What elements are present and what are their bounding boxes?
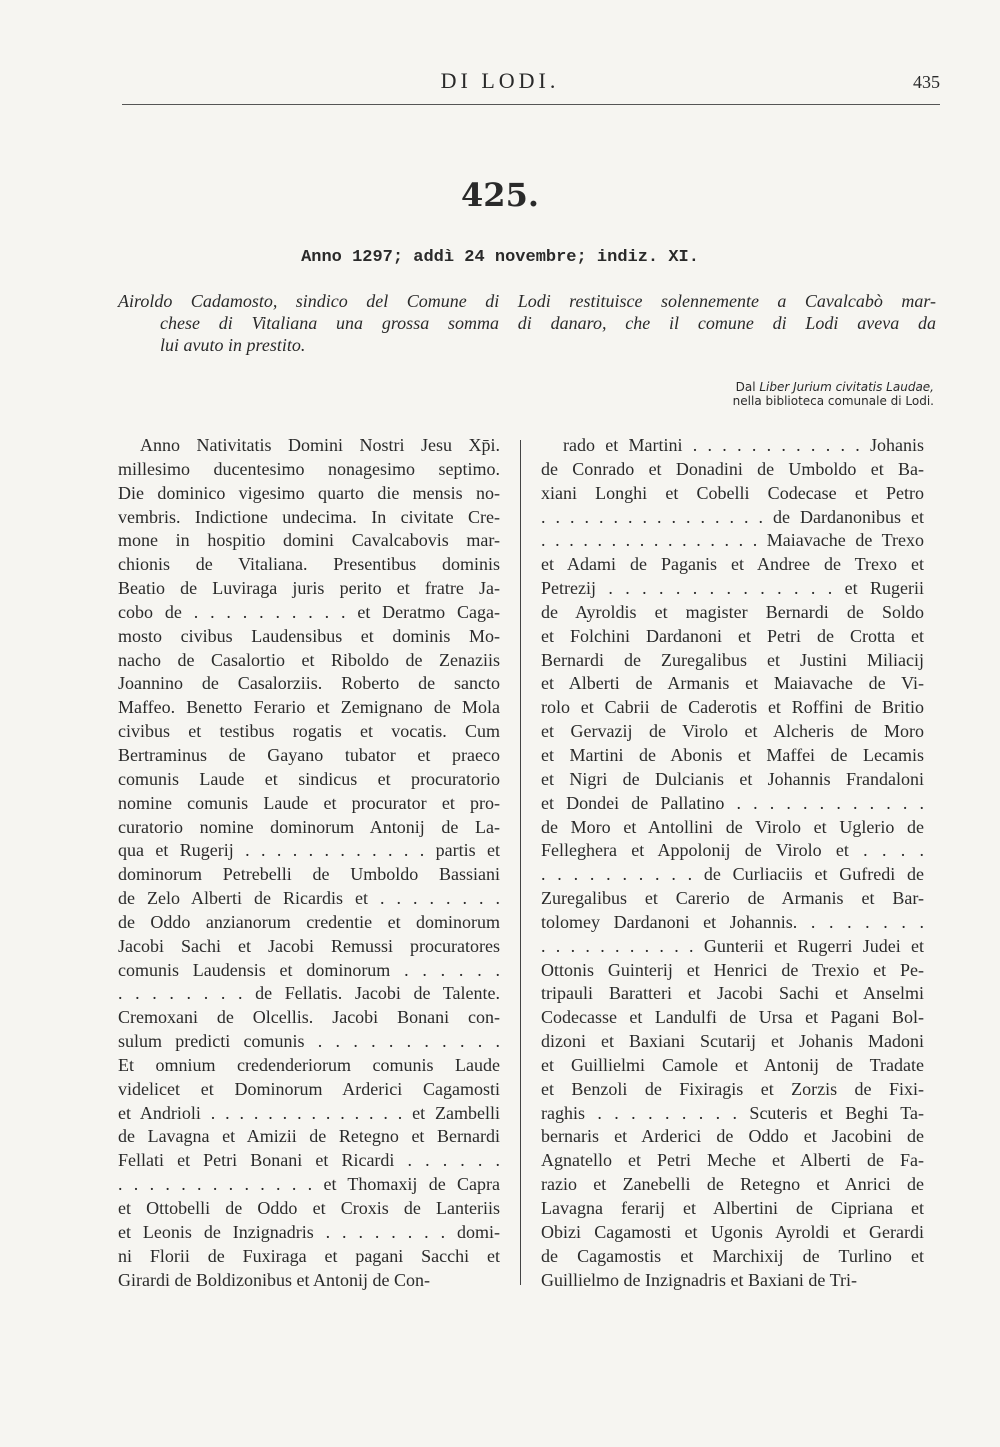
text-line: de Lavagna et Amizii de Retegno et Bernardi <box>118 1126 500 1147</box>
source-note <box>733 380 934 408</box>
text-line: xiani Longhi et Cobelli Codecase et Petro <box>541 482 924 503</box>
page-number: 435 <box>913 72 940 92</box>
text-line: sulum predicti comunis . . . . . . . . . . . <box>118 1031 500 1052</box>
source-note-line-1 <box>733 380 934 394</box>
text-line: et Ottobelli de Oddo et Croxis de Lanteriis <box>118 1198 500 1218</box>
text-line: rolo et Cabrii de Caderotis et Roffini de Britio <box>541 697 924 718</box>
text-line: tripauli Baratteri et Jacobi Sachi et Anselmi <box>541 983 924 1004</box>
text-line: Bertraminus de Gayano tubator et praeco <box>118 744 500 765</box>
text-line: Ottonis Guinterij et Henrici de Trexio et Pe- <box>541 959 924 980</box>
text-line: Beatio de Luviraga juris perito et fratre Ja- <box>118 578 500 599</box>
text-line: Fellati et Petri Bonani et Ricardi . . . . . . <box>118 1150 500 1171</box>
left-column <box>118 434 500 1292</box>
text-line: Codecasse et Landulfi de Ursa et Pagani Bol- <box>541 1007 924 1028</box>
text-line: Lavagna ferarij et Albertini de Cipriana et <box>541 1198 924 1218</box>
summary-line: lui avuto in prestito. <box>160 335 306 355</box>
text-line: chionis de Vitaliana. Presentibus dominis <box>118 554 500 575</box>
date-line: Anno 1297; addì 24 novembre; indiz. XI. <box>301 248 699 267</box>
text-line: comunis Laudensis et dominorum . . . . . . <box>118 959 500 980</box>
text-line: ni Florii de Fuxiraga et pagani Sacchi et <box>118 1245 500 1266</box>
text-line: . . . . . . . . de Fellatis. Jacobi de Talente. <box>118 983 500 1004</box>
text-line: curatorio nomine dominorum Antonij de La- <box>118 816 500 837</box>
document-number: 425. <box>461 176 539 214</box>
text-line: Guillielmo de Inzignadris et Baxiani de Tri- <box>541 1269 857 1290</box>
text-line: rado et Martini . . . . . . . . . . . . Johanis <box>563 435 924 455</box>
text-line: . . . . . . . . . . de Curliaciis et Gufredi de <box>541 864 924 885</box>
text-line: comunis Laude et sindicus et procuratorio <box>118 768 500 789</box>
text-line: cobo de . . . . . . . . . . et Deratmo Caga- <box>118 601 500 622</box>
text-line: Girardi de Boldizonibus et Antonij de Con- <box>118 1269 430 1290</box>
column-divider <box>520 440 521 1285</box>
text-line: . . . . . . . . . . . . . . . . de Dardanonibus et <box>541 506 924 527</box>
text-line: de Oddo anzianorum credentie et dominorum <box>118 911 500 932</box>
summary <box>118 290 936 356</box>
summary-line: chese di Vitaliana una grossa somma di danaro, che il comune di Lodi aveva da <box>160 313 936 333</box>
text-line: Zuregalibus et Carerio de Armanis et Bar- <box>541 888 924 909</box>
text-line: Felleghera et Appolonij de Virolo et . . . . <box>541 840 924 861</box>
text-line: et Gervazij de Virolo et Alcheris de Moro <box>541 721 924 742</box>
source-note-title: Liber Jurium civitatis Laudae, <box>759 380 934 394</box>
text-line: et Martini de Abonis et Maffei de Lecamis <box>541 744 924 765</box>
text-line: Maffeo. Benetto Ferario et Zemignano de Mola <box>118 697 500 718</box>
text-line: qua et Rugerij . . . . . . . . . . . . partis et <box>118 840 500 861</box>
text-line: et Adami de Paganis et Andree de Trexo et <box>541 554 924 575</box>
text-line: videlicet et Dominorum Arderici Cagamosti <box>118 1078 500 1099</box>
text-line: et Andrioli . . . . . . . . . . . . . . et Zambelli <box>118 1102 500 1123</box>
text-line: et Dondei de Pallatino . . . . . . . . . . . . <box>541 792 924 813</box>
source-note-line-2: nella biblioteca comunale di Lodi. <box>732 394 934 408</box>
text-line: mosto civibus Laudensibus et dominis Mo- <box>118 625 500 646</box>
text-line: de Zelo Alberti de Ricardis et . . . . . . . . <box>118 888 500 909</box>
text-line: vembris. Indictione undecima. In civitate Cre- <box>118 506 500 527</box>
text-line: tolomey Dardanoni et Johannis. . . . . . . . <box>541 911 924 932</box>
text-line: dizoni et Baxiani Scutarij et Johanis Madoni <box>541 1031 924 1052</box>
text-line: Bernardi de Zuregalibus et Justini Miliacij <box>541 649 924 670</box>
text-line: Petrezij . . . . . . . . . . . . . . et Rugerii <box>541 578 924 599</box>
text-line: Agnatello et Petri Meche et Alberti de Fa- <box>541 1150 924 1171</box>
running-title: DI LODI. <box>440 68 560 93</box>
text-line: Jacobi Sachi et Jacobi Remussi procuratores <box>118 935 500 956</box>
text-line: de Cagamostis et Marchixij de Turlino et <box>541 1245 924 1266</box>
text-line: dominorum Petrebelli de Umboldo Bassiani <box>118 864 500 885</box>
text-line: razio et Zanebelli de Retegno et Anrici de <box>541 1174 924 1195</box>
text-line: . . . . . . . . . . . . . et Thomaxij de Capra <box>118 1174 500 1195</box>
text-line: . . . . . . . . . . . . . . . . Maiavache de Trexo <box>541 530 924 551</box>
text-line: bernaris et Arderici de Oddo et Jacobini de <box>541 1126 924 1147</box>
text-line: civibus et testibus rogatis et vocatis. Cum <box>118 721 500 742</box>
text-line: de Ayroldis et magister Bernardi de Soldo <box>541 601 924 622</box>
text-line: Joannino de Casalorziis. Roberto de sancto <box>118 673 500 694</box>
text-line: Die dominico vigesimo quarto die mensis no- <box>118 482 500 503</box>
text-line: de Moro et Antollini de Virolo et Uglerio de <box>541 816 924 837</box>
text-line: et Alberti de Armanis et Maiavache de Vi- <box>541 673 924 694</box>
text-line: de Conrado et Donadini de Umboldo et Ba- <box>541 458 924 479</box>
text-line: . . . . . . . . . . . Gunterii et Rugerri Judei et <box>541 935 924 956</box>
right-column <box>541 434 924 1292</box>
text-line: Et omnium credenderiorum comunis Laude <box>118 1054 500 1075</box>
source-note-prefix: Dal <box>735 380 756 394</box>
header-rule <box>122 104 940 105</box>
summary-line: Airoldo Cadamosto, sindico del Comune di Lodi restituisce solennemente a Cavalcabò mar- <box>118 291 936 311</box>
text-line: millesimo ducentesimo nonagesimo septimo. <box>118 458 500 479</box>
text-line: et Guillielmi Camole et Antonij de Tradate <box>541 1054 924 1075</box>
text-line: Anno Nativitatis Domini Nostri Jesu Xp̄i. <box>140 435 500 455</box>
text-line: et Leonis de Inzignadris . . . . . . . . domi- <box>118 1221 500 1242</box>
text-line: raghis . . . . . . . . . Scuteris et Beghi Ta- <box>541 1102 924 1123</box>
text-line: et Benzoli de Fixiragis et Zorzis de Fixi- <box>541 1078 924 1099</box>
text-line: et Nigri de Dulcianis et Johannis Frandaloni <box>541 768 924 789</box>
text-line: nomine comunis Laude et procurator et pro- <box>118 792 500 813</box>
text-line: Cremoxani de Olcellis. Jacobi Bonani con- <box>118 1007 500 1028</box>
text-line: mone in hospitio domini Cavalcabovis mar- <box>118 530 500 551</box>
text-line: nacho de Casalortio et Riboldo de Zenaziis <box>118 649 500 670</box>
text-line: et Folchini Dardanoni et Petri de Crotta et <box>541 625 924 646</box>
text-line: Obizi Cagamosti et Ugonis Ayroldi et Gerardi <box>541 1221 924 1242</box>
